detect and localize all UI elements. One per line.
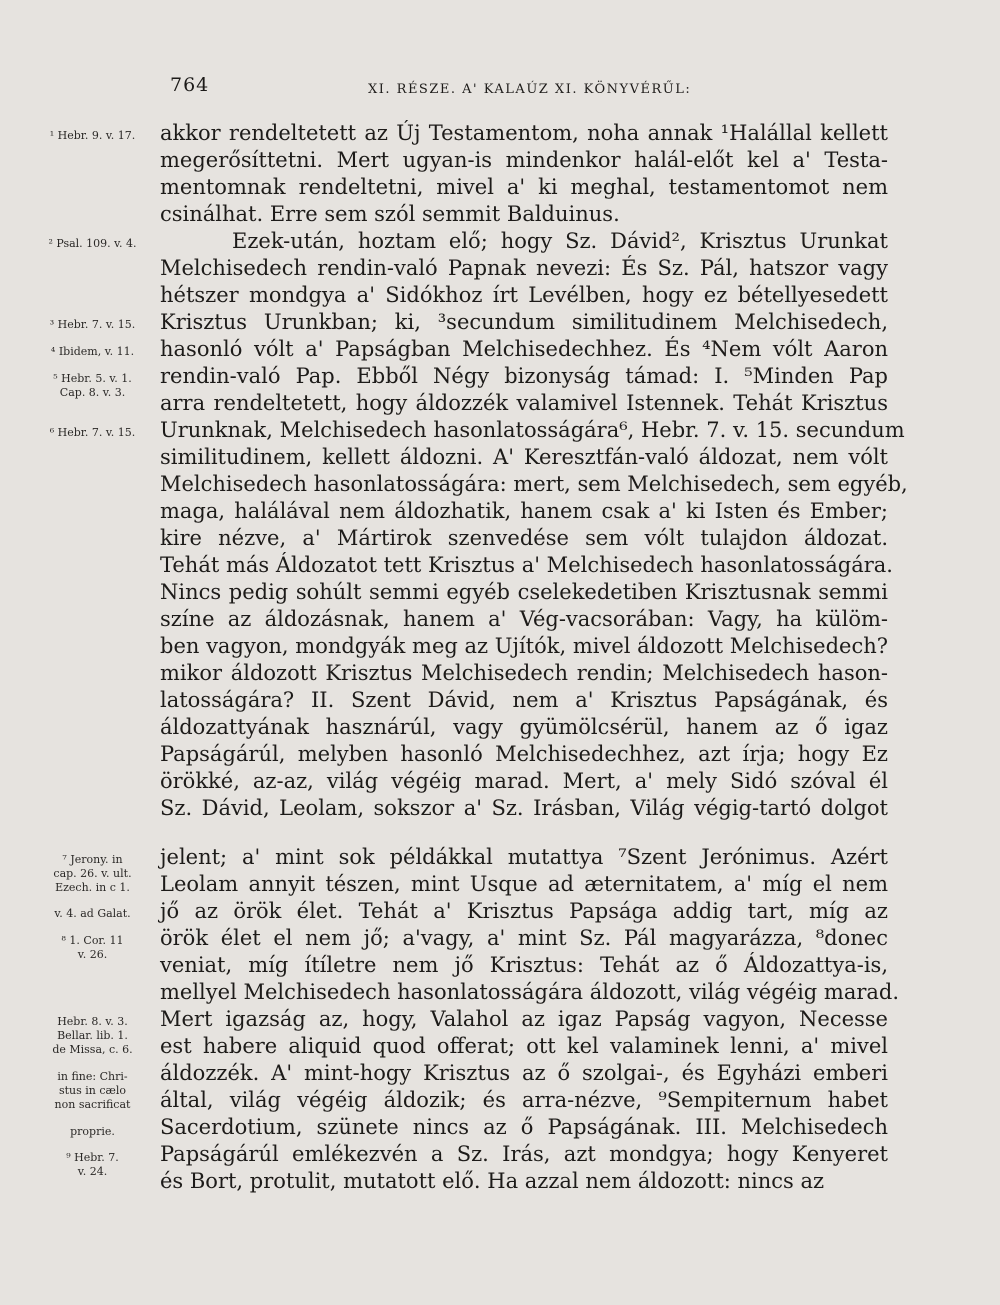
text-line: kire nézve, a' Mártirok szenvedése sem vólt tulajdon áldozat. xyxy=(160,526,888,550)
text-line: ben vagyon, mondgyák meg az Ujítók, mivel áldozott Melchisedech? xyxy=(160,634,888,658)
text-line: színe az áldozásnak, hanem a' Vég-vacsorában: Vagy, ha külöm- xyxy=(160,607,888,631)
running-title: XI. RÉSZE. A' KALAÚZ XI. KÖNYVÉRŰL: xyxy=(368,82,692,97)
margin-note: de Missa, c. 6. xyxy=(52,1043,133,1056)
text-line: hasonló vólt a' Papságban Melchisedechhez. És ⁴Nem vólt Aaron xyxy=(160,337,888,361)
text-line: csinálhat. Erre sem szól semmit Balduinus. xyxy=(160,202,620,226)
margin-note: v. 26. xyxy=(77,948,108,961)
margin-note: in fine: Chri- xyxy=(57,1070,128,1083)
text-line: mentomnak rendeltetni, mivel a' ki meghal, testamentomot nem xyxy=(160,175,888,199)
margin-note: ² Psal. 109. v. 4. xyxy=(48,237,137,250)
margin-note: Ezech. in c 1. xyxy=(55,881,130,894)
text-line: jelent; a' mint sok példákkal mutattya ⁷Szent Jerónimus. Azért xyxy=(160,845,888,869)
text-line: Urunknak, Melchisedech hasonlatosságára⁶, Hebr. 7. v. 15. secundum xyxy=(160,418,905,442)
page-number: 764 xyxy=(170,74,210,96)
text-line: akkor rendeltetett az Új Testamentom, noha annak ¹Halállal kellett xyxy=(160,121,888,145)
text-line: latosságára? II. Szent Dávid, nem a' Krisztus Papságának, és xyxy=(160,688,888,712)
text-line: áldozzék. A' mint-hogy Krisztus az ő szolgai-, és Egyházi emberi xyxy=(160,1061,888,1085)
margin-note: ⁹ Hebr. 7. xyxy=(66,1151,119,1164)
margin-note: ⁶ Hebr. 7. v. 15. xyxy=(49,426,136,439)
text-line: veniat, míg ítíletre nem jő Krisztus: Tehát az ő Áldozattya-is, xyxy=(160,953,888,977)
text-line: örökké, az-az, világ végéig marad. Mert, a' mely Sidó szóval él xyxy=(160,769,888,793)
margin-note: Hebr. 8. v. 3. xyxy=(57,1015,128,1028)
text-line: maga, halálával nem áldozhatik, hanem csak a' ki Isten és Ember; xyxy=(160,499,888,523)
text-line: mellyel Melchisedech hasonlatosságára áldozott, világ végéig marad. xyxy=(160,980,900,1004)
margin-note: v. 4. ad Galat. xyxy=(54,907,131,920)
margin-note: Bellar. lib. 1. xyxy=(57,1029,128,1042)
margin-note: v. 24. xyxy=(77,1165,108,1178)
margin-note: Cap. 8. v. 3. xyxy=(59,386,126,399)
text-line: Melchisedech rendin-való Papnak nevezi: És Sz. Pál, hatszor vagy xyxy=(160,256,888,280)
text-line: jő az örök élet. Tehát a' Krisztus Papsága addig tart, míg az xyxy=(160,899,888,923)
text-line: Sz. Dávid, Leolam, sokszor a' Sz. Irásban, Világ végig-tartó dolgot xyxy=(160,796,888,820)
margin-note: stus in cælo xyxy=(58,1084,127,1097)
margin-note: proprie. xyxy=(70,1125,115,1138)
text-line: megerősíttetni. Mert ugyan-is mindenkor halál-előt kel a' Testa- xyxy=(160,148,888,172)
text-line: Nincs pedig sohúlt semmi egyéb cselekedetiben Krisztusnak semmi xyxy=(160,580,888,604)
page-header xyxy=(0,74,1000,104)
margin-note: ⁷ Jerony. in xyxy=(62,853,123,866)
text-line: Sacerdotium, szünete nincs az ő Papságának. III. Melchisedech xyxy=(160,1115,888,1139)
text-line: örök élet el nem jő; a'vagy, a' mint Sz. Pál magyarázza, ⁸donec xyxy=(160,926,888,950)
text-line: mikor áldozott Krisztus Melchisedech rendin; Melchisedech hason- xyxy=(160,661,888,685)
text-line: áldozattyának hasznárúl, vagy gyümölcsérül, hanem az ő igaz xyxy=(160,715,888,739)
text-line: rendin-való Pap. Ebből Négy bizonyság támad: I. ⁵Minden Pap xyxy=(160,364,888,388)
text-line: Papságárúl emlékezvén a Sz. Irás, azt mondgya; hogy Kenyeret xyxy=(160,1142,888,1166)
text-line: Ezek-után, hoztam elő; hogy Sz. Dávid², Krisztus Urunkat xyxy=(232,229,888,253)
text-line: similitudinem, kellett áldozni. A' Keresztfán-való áldozat, nem vólt xyxy=(160,445,888,469)
margin-note: ⁵ Hebr. 5. v. 1. xyxy=(53,372,132,385)
margin-note: ¹ Hebr. 9. v. 17. xyxy=(49,129,136,142)
text-line: Krisztus Urunkban; ki, ³secundum similitudinem Melchisedech, xyxy=(160,310,888,334)
text-line: Leolam annyit tészen, mint Usque ad æternitatem, a' míg el nem xyxy=(160,872,888,896)
text-line: hétszer mondgya a' Sidókhoz írt Levélben, hogy ez bétellyesedett xyxy=(160,283,888,307)
text-line: Tehát más Áldozatot tett Krisztus a' Melchisedech hasonlatosságára. xyxy=(160,553,893,577)
text-line: est habere aliquid quod offerat; ott kel valaminek lenni, a' mivel xyxy=(160,1034,888,1058)
text-line: arra rendeltetett, hogy áldozzék valamivel Istennek. Tehát Krisztus xyxy=(160,391,888,415)
text-line: és Bort, protulit, mutatott elő. Ha azzal nem áldozott: nincs az xyxy=(160,1169,825,1193)
margin-note: non sacrificat xyxy=(54,1098,131,1111)
margin-note: ³ Hebr. 7. v. 15. xyxy=(49,318,136,331)
margin-note: cap. 26. v. ult. xyxy=(53,867,132,880)
margin-note: ⁸ 1. Cor. 11 xyxy=(61,934,124,947)
text-line: által, világ végéig áldozik; és arra-nézve, ⁹Sempiternum habet xyxy=(160,1088,888,1112)
text-line: Papságárúl, melyben hasonló Melchisedechhez, azt írja; hogy Ez xyxy=(160,742,888,766)
text-line: Mert igazság az, hogy, Valahol az igaz Papság vagyon, Necesse xyxy=(160,1007,888,1031)
margin-note: ⁴ Ibidem, v. 11. xyxy=(50,345,135,358)
text-line: Melchisedech hasonlatosságára: mert, sem Melchisedech, sem egyéb, xyxy=(160,472,908,496)
